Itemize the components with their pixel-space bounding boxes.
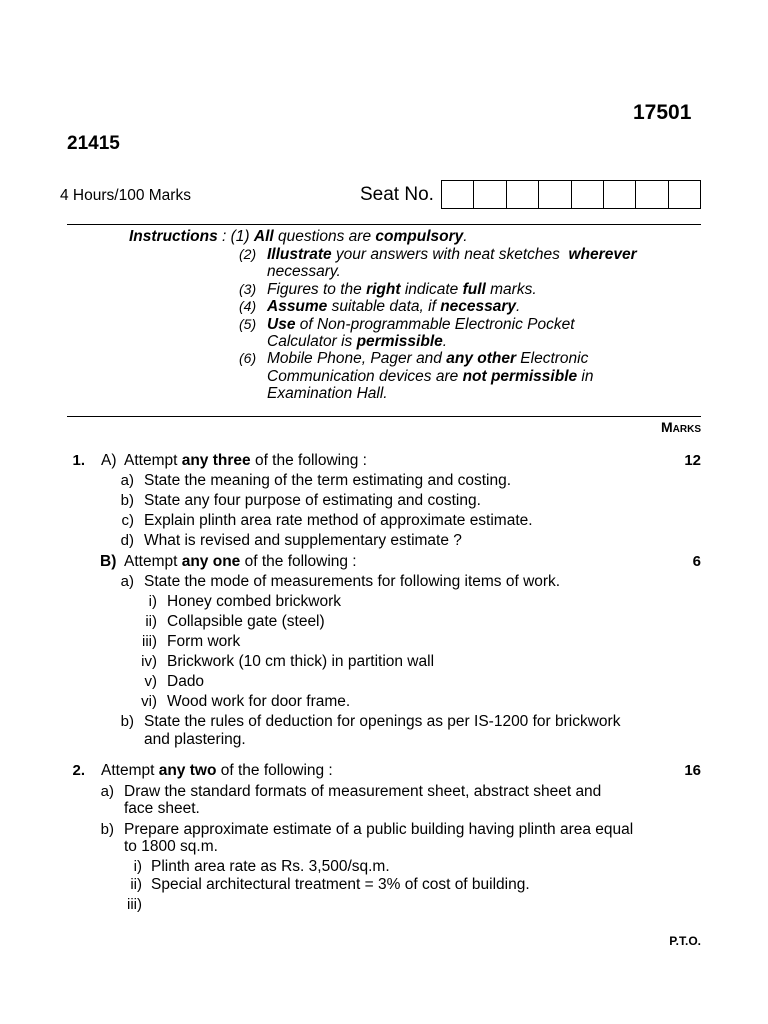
list-item: Prepare approximate estimate of a public building having plinth area equal bbox=[124, 821, 634, 838]
sub-item: Collapsible gate (steel) bbox=[167, 613, 325, 630]
sub-item-label: v) bbox=[144, 673, 157, 690]
divider-bottom bbox=[67, 416, 701, 417]
sub-item: Special architectural treatment = 3% of cost of building. bbox=[151, 876, 530, 893]
question-number: 1. bbox=[72, 452, 85, 469]
list-item-cont: and plastering. bbox=[144, 731, 246, 748]
sub-item: Honey combed brickwork bbox=[167, 593, 342, 610]
sub-item: Form work bbox=[167, 633, 241, 650]
subject-code: 21415 bbox=[67, 133, 120, 154]
q1-a-text: Attempt any three of the following : bbox=[124, 452, 367, 469]
instruction-num: (4) bbox=[239, 298, 257, 314]
paper-code: 17501 bbox=[633, 101, 692, 124]
instruction-text: All questions are compulsory. bbox=[253, 228, 468, 245]
item-label: a) bbox=[100, 783, 114, 800]
seat-box bbox=[669, 181, 700, 208]
q1-a-label: A) bbox=[101, 452, 117, 469]
duration-marks: 4 Hours/100 Marks bbox=[60, 187, 191, 204]
instruction-text: Assume suitable data, if necessary. bbox=[267, 298, 521, 315]
q2-text: Attempt any two of the following : bbox=[101, 762, 333, 779]
sub-item-label: vi) bbox=[141, 693, 157, 710]
list-item: State the mode of measurements for following items of work. bbox=[144, 573, 561, 590]
sub-item-label: i) bbox=[133, 858, 142, 875]
instruction-num: (5) bbox=[239, 316, 257, 332]
item-label: a) bbox=[120, 573, 134, 590]
seat-box bbox=[442, 181, 474, 208]
seat-number-boxes bbox=[441, 180, 701, 209]
list-item: What is revised and supplementary estimate ? bbox=[144, 532, 462, 549]
instruction-text: Illustrate your answers with neat sketches wherever bbox=[267, 246, 637, 263]
instruction-text: Calculator is permissible. bbox=[267, 333, 448, 350]
item-label: a) bbox=[120, 472, 134, 489]
instruction-text: Communication devices are not permissible in bbox=[267, 368, 594, 385]
instruction-text: necessary. bbox=[267, 263, 341, 280]
q1-b-label: B) bbox=[100, 553, 117, 570]
seat-no-label: Seat No. bbox=[360, 184, 434, 205]
item-label: d) bbox=[120, 532, 134, 549]
instruction-num: (6) bbox=[239, 350, 257, 366]
seat-box bbox=[572, 181, 604, 208]
item-label: b) bbox=[120, 713, 134, 730]
instruction-text: Mobile Phone, Pager and any other Electronic bbox=[267, 350, 589, 367]
marks-heading: Marks bbox=[661, 419, 701, 435]
sub-item: Wood work for door frame. bbox=[167, 693, 351, 710]
seat-box bbox=[604, 181, 636, 208]
sub-item-label: iii) bbox=[142, 633, 157, 650]
sub-item: Brickwork (10 cm thick) in partition wall bbox=[167, 653, 435, 670]
instruction-num: (1) bbox=[230, 228, 250, 245]
seat-box bbox=[507, 181, 539, 208]
divider-top bbox=[67, 224, 701, 225]
sub-item: Dado bbox=[167, 673, 205, 690]
list-item: State the meaning of the term estimating and costing. bbox=[144, 472, 512, 489]
question-number: 2. bbox=[72, 762, 85, 779]
seat-box bbox=[474, 181, 506, 208]
sub-item-label: iii) bbox=[127, 896, 142, 913]
list-item-cont: to 1800 sq.m. bbox=[124, 838, 218, 855]
q1-b-text: Attempt any one of the following : bbox=[124, 553, 357, 570]
list-item: Draw the standard formats of measurement sheet, abstract sheet and bbox=[124, 783, 602, 800]
sub-item-label: ii) bbox=[145, 613, 157, 630]
instruction-num: (3) bbox=[239, 281, 257, 297]
instructions-label: Instructions bbox=[129, 228, 218, 245]
sub-item-label: iv) bbox=[141, 653, 157, 670]
instruction-text: Figures to the right indicate full marks. bbox=[267, 281, 537, 298]
q1-a-marks: 12 bbox=[684, 452, 701, 469]
item-label: c) bbox=[121, 512, 134, 529]
seat-box bbox=[636, 181, 668, 208]
sub-item: Plinth area rate as Rs. 3,500/sq.m. bbox=[151, 858, 390, 875]
seat-box bbox=[539, 181, 571, 208]
sub-item-label: i) bbox=[148, 593, 157, 610]
item-label: b) bbox=[120, 492, 134, 509]
list-item: State any four purpose of estimating and costing. bbox=[144, 492, 481, 509]
instruction-text: Examination Hall. bbox=[267, 385, 388, 402]
instruction-num: (2) bbox=[239, 246, 257, 262]
page-turn-note: P.T.O. bbox=[669, 934, 701, 948]
item-label: b) bbox=[100, 821, 114, 838]
q1-b-marks: 6 bbox=[692, 553, 701, 570]
sub-item-label: ii) bbox=[130, 876, 142, 893]
instruction-text: Use of Non-programmable Electronic Pocket bbox=[267, 316, 575, 333]
instructions-line-1: Instructions : (1) All questions are compulsory. bbox=[129, 228, 468, 245]
q2-marks: 16 bbox=[684, 762, 701, 779]
list-item: State the rules of deduction for openings as per IS-1200 for brickwork bbox=[144, 713, 621, 730]
list-item: Explain plinth area rate method of approximate estimate. bbox=[144, 512, 533, 529]
list-item-cont: face sheet. bbox=[124, 800, 200, 817]
